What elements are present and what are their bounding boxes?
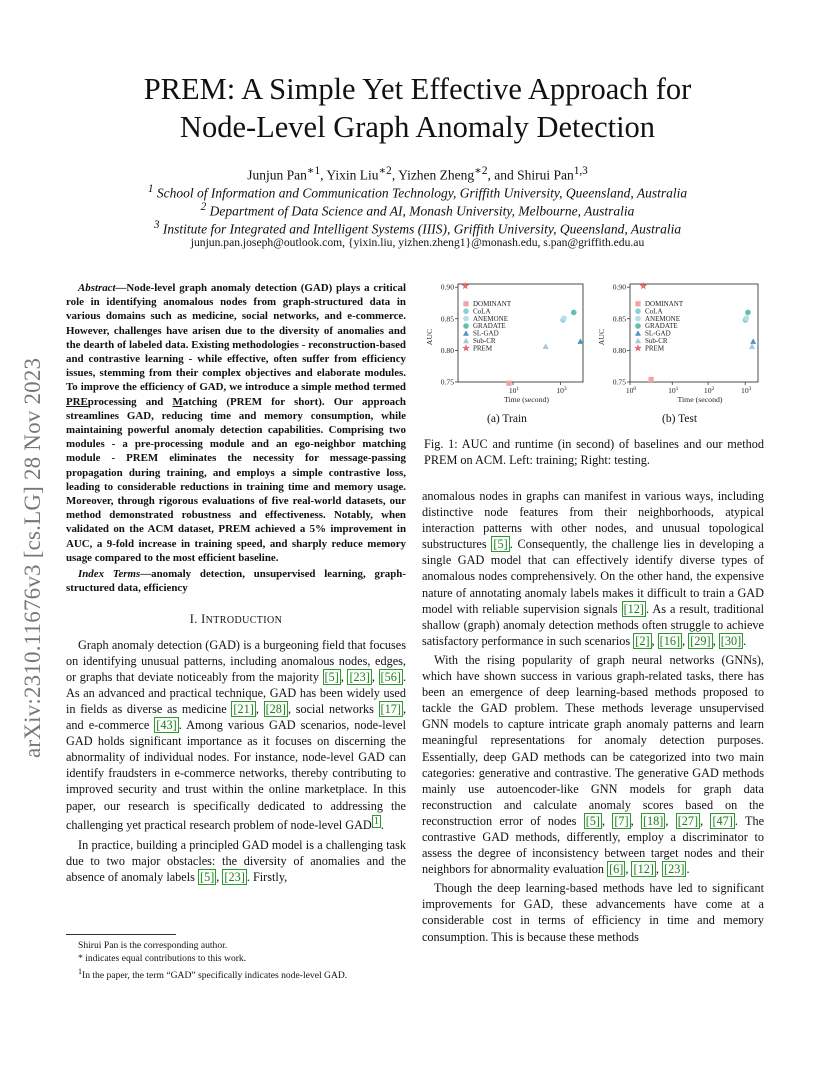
para-text: . As an advanced and practical technique, GAD has been widely used in fields as diverse as medicine	[66, 669, 407, 716]
affil-sup: 2	[200, 201, 207, 213]
data-point	[506, 381, 511, 386]
citation-link[interactable]: [16]	[659, 633, 681, 648]
data-point	[571, 310, 577, 316]
para-text: , and e-commerce	[66, 701, 407, 733]
paragraph: Though the deep learning-based methods have led to significant improvements for GAD, these advancements have come at a considerable cost in terms of efficiency in time and memory consumption. This is because these methods	[422, 881, 764, 944]
para-text: With the rising popularity of graph neural networks (GNNs), which have shown success in various graph-related tasks, there has been an emergence of deep learning-based methods proposed to tackle the GAD problem. These methods leverage unsupervised GNN models to capture intricate graph anomaly patterns and learn meaningful representations for anomaly detection purposes. Essentially, deep GAD methods can be categorized into two main categories: generative and contrastive. The generative GAD methods mainly use autoencoder-like GNN models for graph data reconstruction and calculate anomaly scores based on the reconstruction error of nodes	[422, 652, 764, 828]
legend-marker	[635, 308, 641, 314]
y-tick-label: 0.90	[612, 282, 626, 292]
abstract-pre: PRE	[66, 395, 88, 408]
citation-link[interactable]: [6]	[609, 862, 624, 877]
citation-link[interactable]: [28]	[265, 701, 286, 716]
x-tick-label: $10^2$	[703, 386, 715, 395]
legend-label: CoLA	[473, 307, 491, 316]
author-name: Yizhen Zheng	[398, 167, 475, 183]
data-point	[543, 343, 549, 349]
footnote-rule	[66, 934, 176, 935]
legend-label: GRADATE	[645, 322, 678, 331]
para-text: anomalous nodes in graphs can manifest in various ways, including distinctive node features from their neighborhoods, atypical interaction patterns with other nodes, and unusual topological substructures	[422, 489, 764, 552]
legend-marker	[635, 338, 641, 344]
x-tick-label: $10^3$	[556, 386, 567, 395]
citation-link[interactable]: [23]	[224, 869, 245, 884]
legend-label: ANEMONE	[645, 314, 680, 323]
para-text: Graph anomaly detection (GAD) is a burgeoning field that focuses on identifying unusual patterns, including anomalous nodes, edges, or graphs that deviate noticeably from the majority	[66, 637, 406, 684]
y-axis-label: AUC	[425, 328, 434, 346]
y-tick-label: 0.85	[440, 314, 454, 324]
x-tick-label: $10^1$	[668, 386, 679, 395]
index-terms-label: Index Terms	[78, 568, 141, 581]
author-sup: ∗2	[474, 165, 488, 177]
figure-1	[420, 276, 770, 410]
title-line-1: PREM: A Simple Yet Effective Approach for	[143, 72, 692, 106]
author-sup: ∗2	[378, 165, 392, 177]
affil-sup: 3	[153, 219, 160, 231]
para-text: In practice, building a principled GAD model is a challenging task due to two major obstacles: the diversity of anomalies and the absence of anomaly labels	[66, 837, 406, 884]
legend-label: GRADATE	[473, 322, 506, 331]
author-name: Yixin Liu	[326, 167, 379, 183]
legend-marker	[463, 323, 469, 329]
citation-link[interactable]: [12]	[623, 601, 644, 616]
y-axis-label: AUC	[597, 328, 606, 346]
legend-marker	[463, 308, 469, 314]
para-text: . The contrastive GAD methods, differently, employ a discriminator to assess the degree of inconsistency between target nodes and their neighbors for abnormality evaluation	[422, 813, 765, 877]
legend-marker	[635, 330, 641, 336]
citation-link[interactable]: [56]	[380, 669, 401, 684]
citation-link[interactable]: [5]	[585, 813, 600, 828]
paper-title	[70, 70, 765, 146]
paragraph: anomalous nodes in graphs can manifest in various ways, including distinctive node features from their neighborhoods, atypical interaction patterns with other nodes, and unusual topological substructures [5] . Consequently, the challenge lies in developing a single GAD model that can effectively identify diverse types of anomalous nodes comprehensively. On the other hand, the expensive nature of annotating anomaly labels makes it difficult to train a GAD model with reliable supervision signals [12] . As a result, traditional shallow (graph) anomaly detection methods often struggle to achieve satisfactory performance in such scenarios [2] , [16] , [29] , [30] .	[422, 489, 765, 648]
para-text: , social networks	[287, 701, 379, 716]
data-point	[639, 282, 647, 289]
footnote: Shirui Pan is the corresponding author.	[78, 940, 228, 951]
legend-marker	[635, 316, 641, 322]
title-line-2: Node-Level Graph Anomaly Detection	[179, 110, 656, 144]
footnote-sup: 1	[78, 967, 82, 976]
legend-label: Sub-CR	[473, 337, 496, 345]
x-tick-label: $10^1$	[508, 386, 520, 395]
para-text: . Consequently, the challenge lies in developing a single GAD model that can effectively identify diverse types of anomalous nodes comprehensively. On the other hand, the expensive nature of annotating anomaly labels makes it difficult to train a GAD model with reliable supervision signals	[422, 537, 764, 616]
legend-marker	[463, 338, 469, 344]
paragraph: Graph anomaly detection (GAD) is a burgeoning field that focuses on identifying unusual patterns, including anomalous nodes, edges, or graphs that deviate noticeably from the majority [5] , [23] , [56] . As an advanced and practical technique, GAD has been widely used in fields as diverse as medicine [21] , [28] , social networks [17] , and e-commerce [43] . Among various GAD scenarios, node-level GAD holds significant importance as it focuses on discerning the abnormality of individual nodes. For instance, node-level GAD can identify fraudsters in e-commerce networks, thereby contributing to improved security and trust within the online marketplace. In this paper, our research is specifically dedicated to addressing the challenging yet practical research problem of node-level GAD $^1$ .	[66, 637, 407, 832]
author-name: Shirui Pan	[517, 167, 574, 183]
citation-link[interactable]: [47]	[712, 813, 733, 828]
citation-link[interactable]: [7]	[614, 813, 629, 828]
data-point	[461, 282, 469, 289]
citation-link[interactable]: [21]	[233, 701, 254, 716]
section-heading-sc: NTRODUCTION	[205, 615, 283, 627]
y-tick-label: 0.80	[440, 345, 454, 355]
arxiv-stamp	[14, 280, 54, 760]
right-column	[422, 488, 764, 945]
section-heading-prefix: I. I	[189, 612, 206, 627]
footnote	[66, 965, 406, 982]
legend-label: DOMINANT	[645, 300, 684, 308]
data-point	[577, 338, 583, 344]
data-point	[561, 315, 567, 321]
arxiv-id: arXiv:2310.11676v3 [cs.LG] 28 Nov 2023	[20, 357, 45, 758]
citation-link[interactable]: [5]	[324, 669, 339, 684]
y-tick-label: 0.85	[612, 314, 626, 324]
data-point	[750, 338, 756, 344]
affil-text: School of Information and Communication Technology, Griffith University, Queensland, Australia	[156, 185, 688, 201]
y-tick-label: 0.80	[612, 345, 626, 355]
data-point	[744, 315, 750, 321]
citation-link[interactable]: [5]	[493, 537, 508, 552]
citation-link[interactable]: [30]	[720, 633, 742, 648]
para-text: . Firstly,	[246, 869, 288, 884]
footnotes	[66, 934, 406, 982]
figure-caption: Fig. 1: AUC and runtime (in second) of baselines and our method PREM on ACM. Left: training; Right: testing.	[424, 437, 764, 467]
data-point	[648, 377, 653, 382]
affil-text: Department of Data Science and AI, Monash University, Melbourne, Australia	[209, 203, 635, 219]
para-text: . As a result, traditional shallow (graph) anomaly detection methods often struggle to achieve satisfactory performance in such scenarios	[422, 601, 765, 648]
abstract-text: —Node-level graph anomaly detection (GAD) plays a critical role in identifying anomalous nodes from graph-structured data in various domains such as medicine, social networks, and e-commerce. However, challenges have arisen due to the diversity of anomalies and the dearth of labeled data. Existing methodologies - reconstruction-based and contrastive learning - while effective, often suffer from efficiency issues, stemming from their complex objectives and elaborate modules. To improve the efficiency of GAD, we introduce a simple method termed	[66, 282, 406, 394]
x-axis-label: Time (second)	[677, 395, 723, 404]
paragraph: With the rising popularity of graph neural networks (GNNs), which have shown success in various graph-related tasks, there has been an emergence of deep learning-based methods proposed to tackle the GAD problem. These methods leverage unsupervised GNN models to capture intricate graph anomaly patterns and learn meaningful representations for anomaly detection purposes. Essentially, deep GAD methods can be categorized into two main categories: generative and contrastive. The generative GAD methods mainly use autoencoder-like GNN models for graph data reconstruction and calculate anomaly scores based on the reconstruction error of nodes [5] , [7] , [18] , [27] , [47] . The contrastive GAD methods, differently, employ a discriminator to assess the degree of inconsistency between target nodes and their neighbors for abnormality evaluation [6] , [12] , [23] .	[422, 652, 765, 877]
data-point	[749, 343, 755, 349]
author-sup: ∗1	[306, 165, 321, 177]
citation-link[interactable]: [29]	[690, 633, 711, 648]
abstract-m: M	[172, 395, 183, 408]
author-sup: 1,3	[573, 165, 588, 177]
x-axis-label: Time (second)	[504, 395, 549, 404]
y-tick-label: 0.75	[440, 377, 454, 387]
footnote-text: In the paper, the term “GAD” specifically indicates node-level GAD.	[82, 970, 348, 982]
citation-link[interactable]: [23]	[664, 862, 685, 877]
index-terms-text: —anomaly detection, unsupervised learning, graph-structured data, efficiency	[66, 568, 406, 595]
citation-link[interactable]: [18]	[642, 813, 664, 828]
paragraph: In practice, building a principled GAD model is a challenging task due to two major obstacles: the diversity of anomalies and the absence of anomaly labels [5] , [23] . Firstly,	[66, 837, 406, 884]
index-terms	[66, 567, 406, 595]
citation-link[interactable]: [43]	[156, 718, 177, 733]
subcaption-a: (a) Train	[487, 413, 527, 425]
legend-label: SL-GAD	[473, 329, 499, 338]
abstract-post: atching (PREM for short). Our approach streamlines GAD, reducing time and memory consumption, while maintaining powerful anomaly detection capabilities. Comprising two modules - a pre-processing module and an ego-neighbor matching module - PREM eliminates the necessity for message-passing propagation during training, and employs a simple contrastive loss, leading to considerable reductions in training time and memory usage. Moreover, through rigorous evaluations of five real-world datasets, our method demonstrated robustness and effectiveness. Notably, when validated on the ACM dataset, PREM achieved a 5% improvement in AUC, a 9-fold increase in training speed, and sharply reduce memory usage compared to the most efficient baseline.	[66, 395, 406, 564]
legend-marker	[634, 344, 642, 351]
para-text: . Among various GAD scenarios, node-level GAD holds significant importance as it focuses on discerning the abnormality of individual nodes. For instance, node-level GAD can identify fraudsters in e-commerce networks, thereby contributing to improved security and trust within the online marketplace. In this paper, our research is specifically dedicated to addressing the challenging yet practical research problem of node-level GAD	[66, 718, 406, 832]
y-tick-label: 0.75	[612, 377, 626, 387]
author-list: Junjun Pan$^{∗1}$, Yixin Liu$^{∗2}$, Yizhen Zheng$^{∗2}$, and Shirui Pan$^{1,3}$	[247, 165, 588, 183]
footnote-link[interactable]: 1	[373, 815, 379, 827]
legend-marker	[463, 330, 469, 336]
legend-marker	[462, 344, 470, 351]
author-name: Junjun Pan	[247, 167, 307, 183]
citation-link[interactable]: [5]	[199, 869, 215, 884]
affil-text: Institute for Integrated and Intelligent Systems (IIIS), Griffith University, Queensland, Australia	[162, 221, 682, 237]
legend-marker	[463, 301, 468, 306]
affil-sup: 1	[147, 183, 154, 195]
legend-label: DOMINANT	[473, 300, 512, 308]
subcaption-b: (b) Test	[662, 413, 698, 425]
footnote: * indicates equal contributions to this work.	[78, 953, 247, 964]
section-heading	[66, 611, 406, 629]
abstract-label: Abstract	[78, 282, 116, 294]
legend-label: SL-GAD	[645, 329, 671, 338]
left-column	[66, 281, 406, 885]
y-tick-label: 0.90	[440, 282, 454, 292]
data-point	[745, 310, 751, 316]
x-tick-label: $10^3$	[741, 386, 752, 395]
citation-link[interactable]: [17]	[380, 701, 401, 716]
citation-link[interactable]: [23]	[349, 669, 370, 684]
citation-link[interactable]: [27]	[677, 813, 699, 828]
legend-label: Sub-CR	[645, 337, 668, 345]
citation-link[interactable]: [12]	[633, 862, 654, 877]
x-tick-label: $10^0$	[625, 386, 637, 395]
legend-marker	[463, 316, 469, 322]
legend-label: CoLA	[645, 307, 663, 316]
abstract	[66, 281, 406, 565]
author-emails: junjun.pan.joseph@outlook.com, {yixin.liu, yizhen.zheng1}@monash.edu, s.pan@griffith.edu.au	[190, 236, 645, 249]
citation-link[interactable]: [2]	[635, 633, 650, 648]
legend-marker	[635, 323, 641, 329]
legend-label: PREM	[473, 344, 493, 353]
abstract-mid: processing and	[87, 395, 173, 408]
legend-marker	[635, 301, 640, 306]
legend-label: PREM	[645, 344, 665, 353]
legend-label: ANEMONE	[473, 314, 508, 323]
